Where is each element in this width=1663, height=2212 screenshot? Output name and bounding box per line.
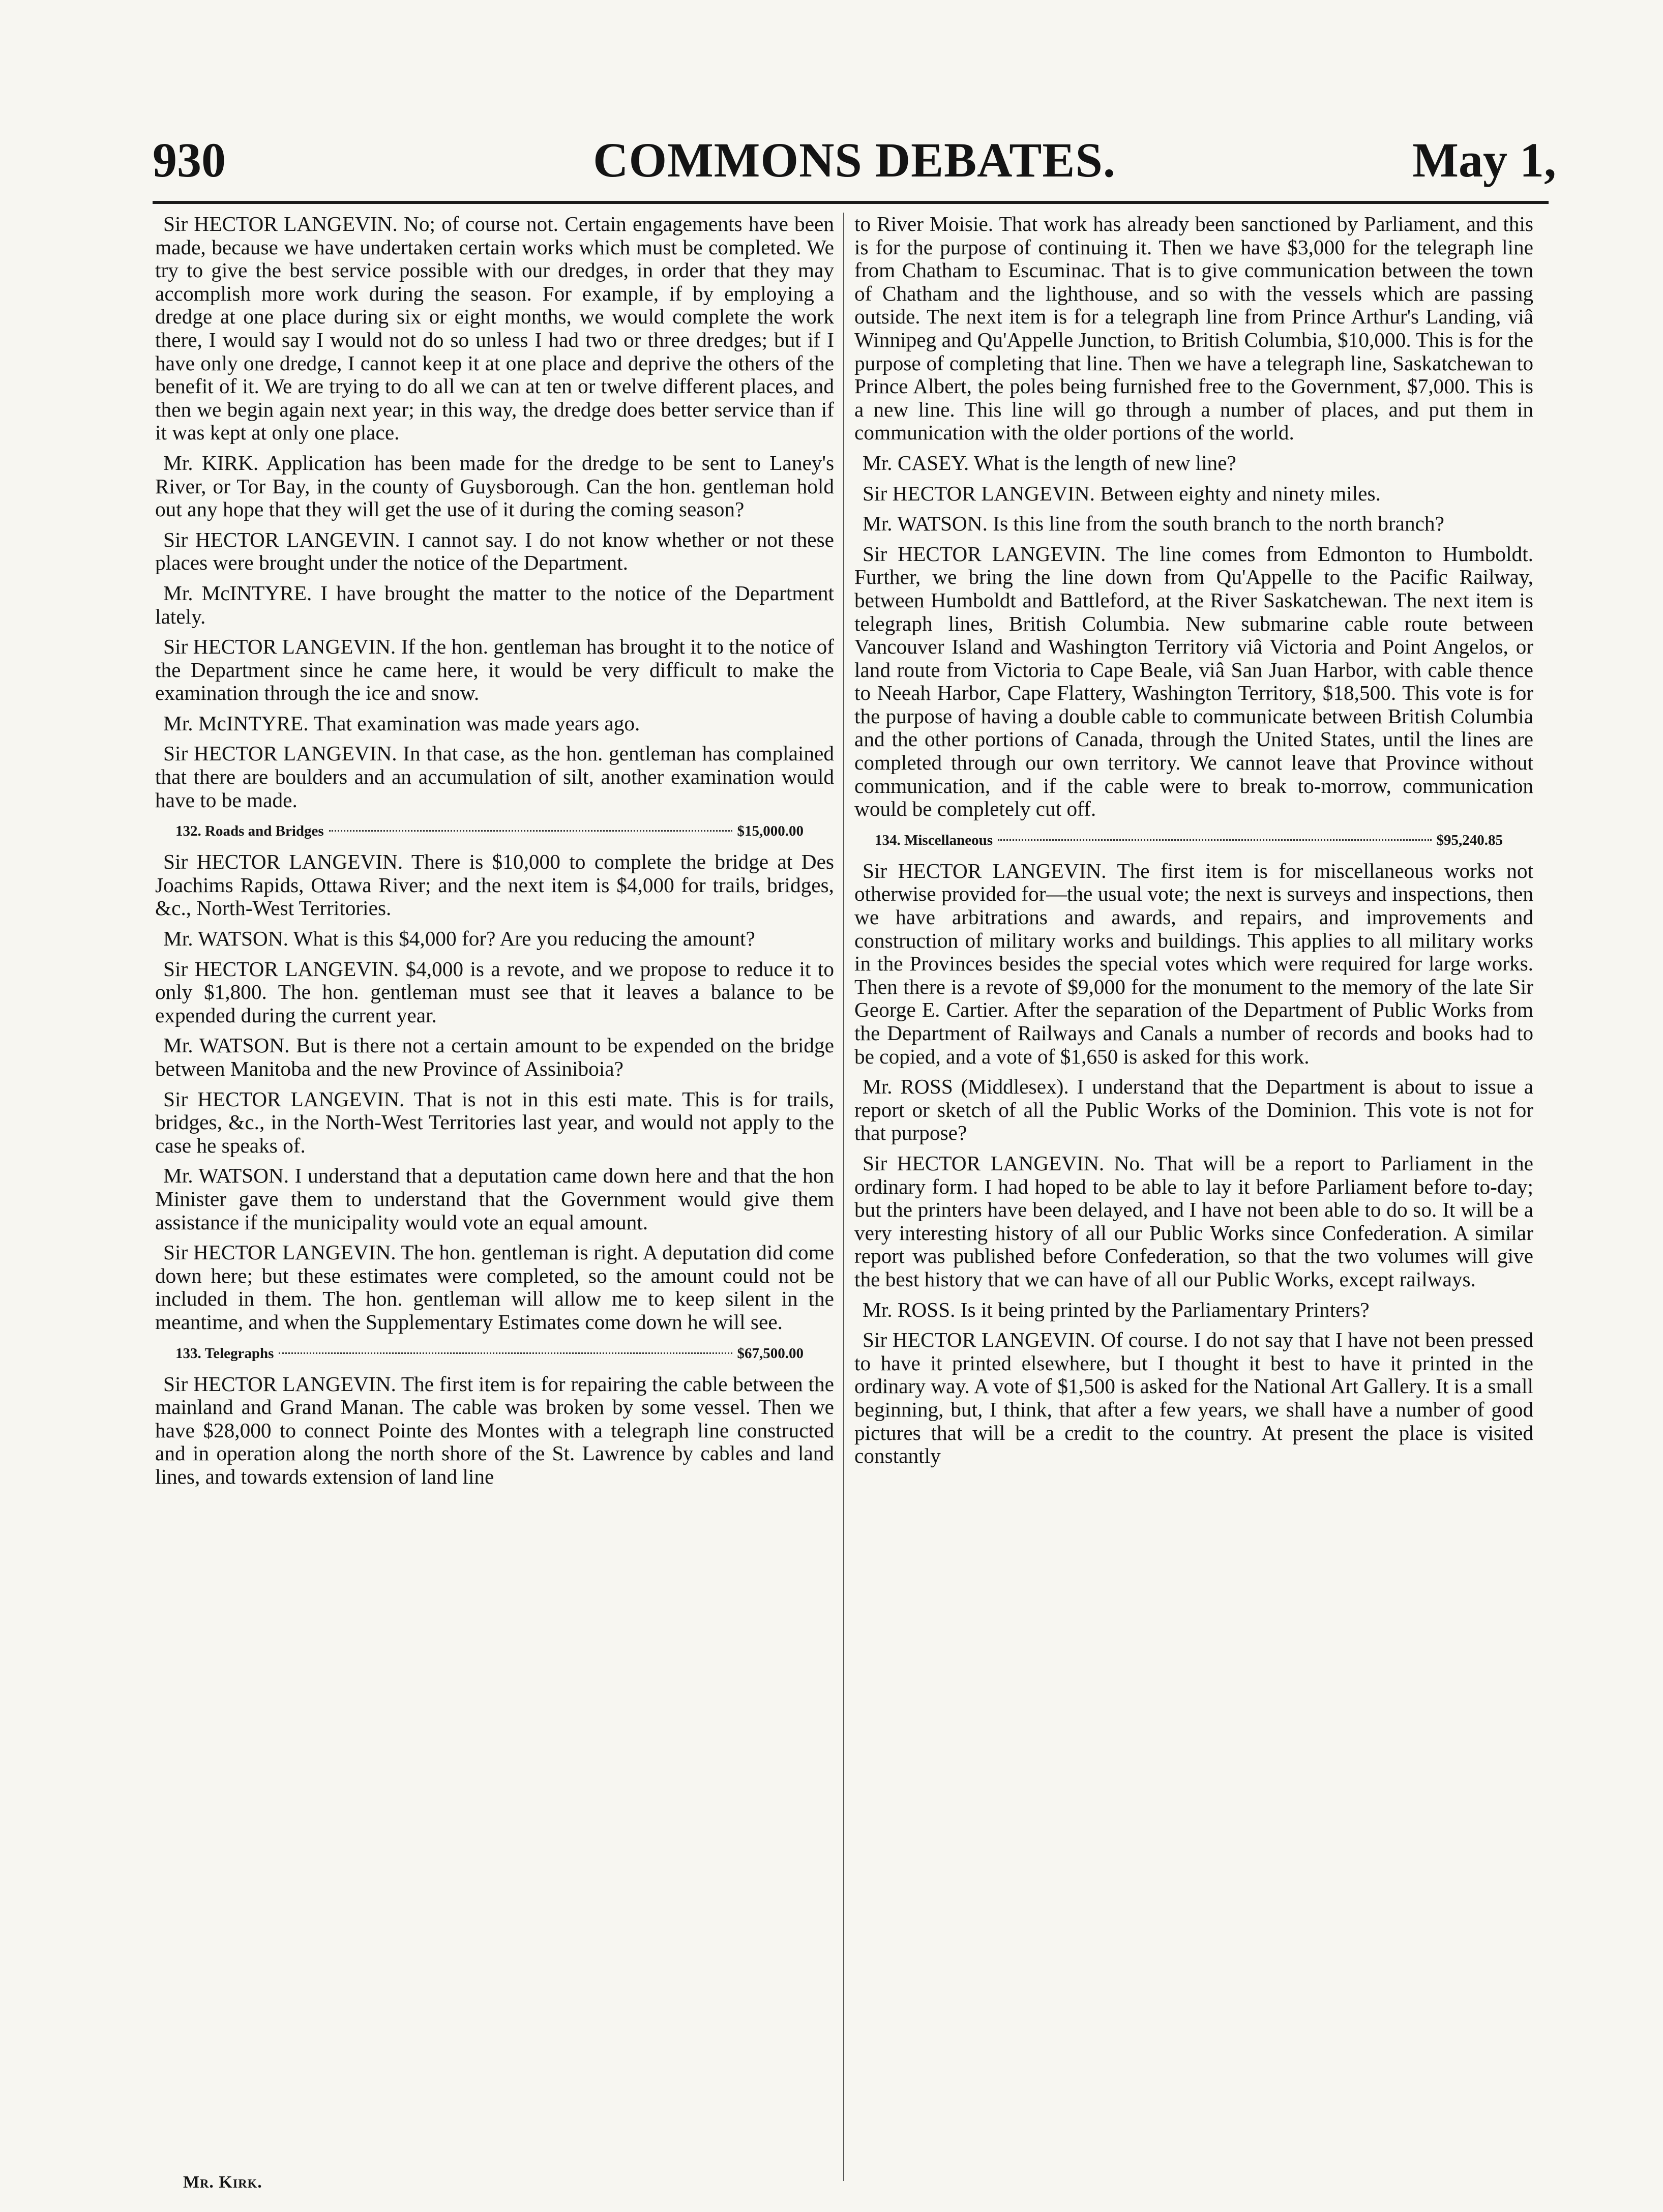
header-rule: [153, 201, 1549, 204]
speaker-name: Mr. CASEY.: [863, 451, 969, 475]
speech-paragraph: [854, 1299, 1533, 1322]
speaker-name: Sir HECTOR LANGEVIN.: [163, 742, 397, 765]
speech-paragraph: [854, 1075, 1533, 1145]
estimate-item: [155, 1343, 834, 1364]
speech-text: What is the length of new line?: [973, 451, 1236, 475]
speech-paragraph: [155, 528, 834, 575]
speech-text: Of course. I do not say that I have not been pressed to have it printed elsewhere, but I thought it best to have it printed in the ordinary way. A vote of $1,500 is asked for the National Art Gallery. It is a small beginning, but, I think, that after a few years, we shall have a number of good pictures that will be a credit to the country. At present the place is visited constantly: [854, 1328, 1533, 1468]
speaker-name: Mr. WATSON.: [163, 927, 288, 951]
speaker-name: Sir HECTOR LANGEVIN.: [163, 1087, 405, 1111]
estimate-item-label: 134. Miscellaneous: [875, 832, 993, 848]
estimate-item-label: 133. Telegraphs: [175, 1345, 274, 1362]
speech-text: I understand that a deputation came down here and that the hon Minister gave them to understand that the Government would give them assistance if the municipality would vote an equal amount.: [155, 1164, 835, 1234]
page-header: [153, 127, 1556, 203]
speech-paragraph: [854, 1152, 1533, 1291]
speech-paragraph: [854, 482, 1533, 506]
speech-paragraph: [155, 452, 834, 521]
speaker-name: Sir HECTOR LANGEVIN.: [163, 212, 398, 235]
speech-paragraph: [155, 1034, 834, 1080]
speech-text: I understand that the Department is about to issue a report or sketch of all the Public Works of the Dominion. This vote is not for that purpose?: [854, 1075, 1534, 1145]
speech-text: The line comes from Edmonton to Humboldt. Further, we bring the line down from Qu'Appelle to the Pacific Railway, between Humboldt and Battleford, at the River Saskatchewan. The next item is telegraph lines, British Columbia. New submarine cable route between Vancouver Island and Washington Territory viâ Victoria and Point Angelos, or land route from Victoria to Cape Beale, viâ San Juan Harbor, with cable thence to Neeah Harbor, Cape Flattery, Washington Territory, $18,500. This vote is for the purpose of having a double cable to communicate between British Columbia and the other portions of Canada, through the United States, until the lines are completed through our own territory. We cannot leave that Province without communication, and if the cable were to break to-morrow, communication would be completely cut off.: [854, 542, 1533, 821]
speech-paragraph: [854, 512, 1533, 536]
speech-text: to River Moisie. That work has already been sanctioned by Parliament, and this is for the purpose of continuing it. Then we have $3,000 for the telegraph line from Chatham to Escuminac. That is to give communication between the town of Chatham and the lighthouse, and so with the vessels which are passing outside. The next item is for a telegraph line from Prince Arthur's Landing, viâ Winnipeg and Qu'Appelle Junction, to British Columbia, $10,000. This is for the purpose of completing that line. Then we have a telegraph line, Saskatchewan to Prince Albert, the poles being furnished free to the Government, $7,000. This is a new line. This line will go through a number of places, and put them in communication with the older portions of the world.: [854, 212, 1533, 445]
speaker-name: Sir HECTOR LANGEVIN.: [163, 1241, 396, 1264]
speech-paragraph: [854, 1329, 1533, 1468]
speaker-name: Sir HECTOR LANGEVIN.: [163, 850, 403, 874]
estimate-item: [155, 821, 834, 841]
speech-paragraph: [155, 582, 834, 628]
speaker-name: Sir HECTOR LANGEVIN.: [163, 1372, 396, 1396]
footer-catchword: Mr. Kirk.: [183, 2173, 262, 2192]
publication-title: COMMONS DEBATES.: [593, 133, 1116, 187]
speaker-name: Mr. ROSS.: [863, 1297, 956, 1321]
speaker-name: Sir HECTOR LANGEVIN.: [863, 859, 1107, 882]
speech-text: In that case, as the hon. gentleman has complained that there are boulders and an accumulation of silt, another examination would have to be made.: [155, 742, 834, 812]
speaker-name: Mr. McINTYRE.: [163, 581, 312, 605]
speech-paragraph: [155, 1088, 834, 1158]
right-column: [854, 213, 1533, 1475]
speech-text: That is not in this esti mate. This is for trails, bridges, &c., in the North-West Territories last year, and would not apply to the case he speaks of.: [155, 1087, 834, 1157]
speech-paragraph: [854, 860, 1533, 1068]
speech-paragraph: [155, 958, 834, 1027]
speech-text: But is there not a certain amount to be expended on the bridge between Manitoba and the new Province of Assiniboia?: [155, 1034, 834, 1080]
speech-paragraph: [155, 742, 834, 812]
speech-text: The first item is for repairing the cable between the mainland and Grand Manan. The cable was broken by some vessel. Then we have $28,000 to connect Pointe des Montes with a telegraph line constructed and in operation along the north shore of the St. Lawrence by cables and land lines, and towards extension of land line: [155, 1372, 834, 1488]
speech-text: There is $10,000 to complete the bridge at Des Joachims Rapids, Ottawa River; and the next item is $4,000 for trails, bridges, &c., North-West Territories.: [155, 850, 834, 920]
estimate-item-amount: $95,240.85: [1436, 832, 1503, 848]
speech-text: The first item is for miscellaneous works not otherwise provided for—the usual vote; the next is surveys and inspections, then we have arbitrations and awards, and repairs, and improvements and construction of military works and buildings. This applies to all military works in the Provinces besides the special votes which were required for large works. Then there is a revote of $9,000 for the monument to the memory of the late Sir George E. Cartier. After the separation of the Department of Public Works from the Department of Railways and Canals a number of records and books had to be copied, and a vote of $1,650 is asked for this work.: [854, 859, 1534, 1068]
estimate-item-amount: $67,500.00: [737, 1345, 804, 1362]
speech-paragraph: [155, 1164, 834, 1234]
speech-paragraph: [155, 635, 834, 705]
speech-paragraph: [155, 1241, 834, 1334]
estimate-item-amount: $15,000.00: [737, 823, 804, 840]
speaker-name: Mr. ROSS (Middlesex).: [863, 1075, 1069, 1099]
speaker-name: Sir HECTOR LANGEVIN.: [163, 635, 396, 659]
speech-text: $4,000 is a revote, and we propose to reduce it to only $1,800. The hon. gentleman must see that it leaves a balance to be expended during the current year.: [155, 957, 834, 1027]
speech-text: Is this line from the south branch to the north branch?: [993, 512, 1444, 536]
speech-text: What is this $4,000 for? Are you reducing the amount?: [293, 927, 755, 951]
speaker-name: Sir HECTOR LANGEVIN.: [863, 1151, 1105, 1175]
speaker-name: Mr. KIRK.: [163, 451, 259, 475]
speech-text: No. That will be a report to Parliament in the ordinary form. I had hoped to be able to lay it before Parliament before to-day; but the printers have been delayed, and I have not been able to do so. It will be a very interesting history of all our Public Works since Confederation. A similar report was published before Confederation, so that the two volumes will give the best history that we can have of all our Public Works, except railways.: [854, 1151, 1533, 1291]
speech-paragraph: [155, 850, 834, 920]
speaker-name: Sir HECTOR LANGEVIN.: [863, 1328, 1095, 1352]
page-number: 930: [153, 133, 226, 187]
speech-text: I have brought the matter to the notice of the Department lately.: [155, 581, 834, 628]
speaker-name: Sir HECTOR LANGEVIN.: [863, 542, 1106, 566]
estimate-item-label: 132. Roads and Bridges: [175, 823, 324, 840]
speaker-name: Mr. WATSON.: [863, 512, 988, 536]
speech-paragraph: [155, 1373, 834, 1489]
dot-leader: [279, 1352, 732, 1354]
speaker-name: Mr. McINTYRE.: [163, 711, 309, 735]
page-date: May 1,: [1412, 133, 1556, 187]
speech-paragraph: [854, 543, 1533, 821]
speech-paragraph: [155, 927, 834, 951]
speech-text: Between eighty and ninety miles.: [1100, 481, 1381, 505]
speaker-name: Mr. WATSON.: [163, 1164, 289, 1188]
column-divider: [843, 213, 844, 2181]
speech-text: The hon. gentleman is right. A deputation did come down here; but these estimates were completed, so the amount could not be included in them. The hon. gentleman will allow me to keep silent in the meantime, and when the Supplementary Estimates come down he will see.: [155, 1241, 834, 1334]
speaker-name: Mr. WATSON.: [163, 1034, 290, 1057]
speech-text: I cannot say. I do not know whether or not these places were brought under the notice of the Department.: [155, 527, 834, 575]
speaker-name: Sir HECTOR LANGEVIN.: [163, 527, 400, 551]
dot-leader: [329, 830, 732, 832]
speech-paragraph: [854, 452, 1533, 475]
speech-text: Application has been made for the dredge to be sent to Laney's River, or Tor Bay, in the county of Guysborough. Can the hon. gentleman hold out any hope that they will get the use of it during the coming season?: [155, 451, 835, 521]
dot-leader: [998, 839, 1432, 841]
speech-text: That examination was made years ago.: [313, 711, 640, 735]
speech-text: If the hon. gentleman has brought it to the notice of the Department since he came here, it would be very difficult to make the examination through the ice and snow.: [155, 635, 835, 705]
speaker-name: Sir HECTOR LANGEVIN.: [163, 957, 399, 981]
left-column: [155, 213, 834, 1496]
speech-paragraph: [155, 712, 834, 735]
speech-text: No; of course not. Certain engagements have been made, because we have undertaken certain works which must be completed. We try to give the best service possible with our dredges, in order that they may accomplish more work during the season. For example, if by employing a dredge at one place during six or eight months, we would complete the work there, I would say I would not do so unless I had two or three dredges; but if I have only one dredge, I cannot keep it at one place and deprive the others of the benefit of it. We are trying to do all we can at ten or twelve different places, and then we begin again next year; in this way, the dredge does better service than if it was kept at only one place.: [155, 212, 834, 445]
speech-text: Is it being printed by the Parliamentary Printers?: [960, 1297, 1370, 1321]
estimate-item: [854, 830, 1533, 850]
speech-paragraph: [155, 213, 834, 445]
speaker-name: Sir HECTOR LANGEVIN.: [863, 481, 1095, 505]
continued-paragraph: [854, 213, 1533, 445]
